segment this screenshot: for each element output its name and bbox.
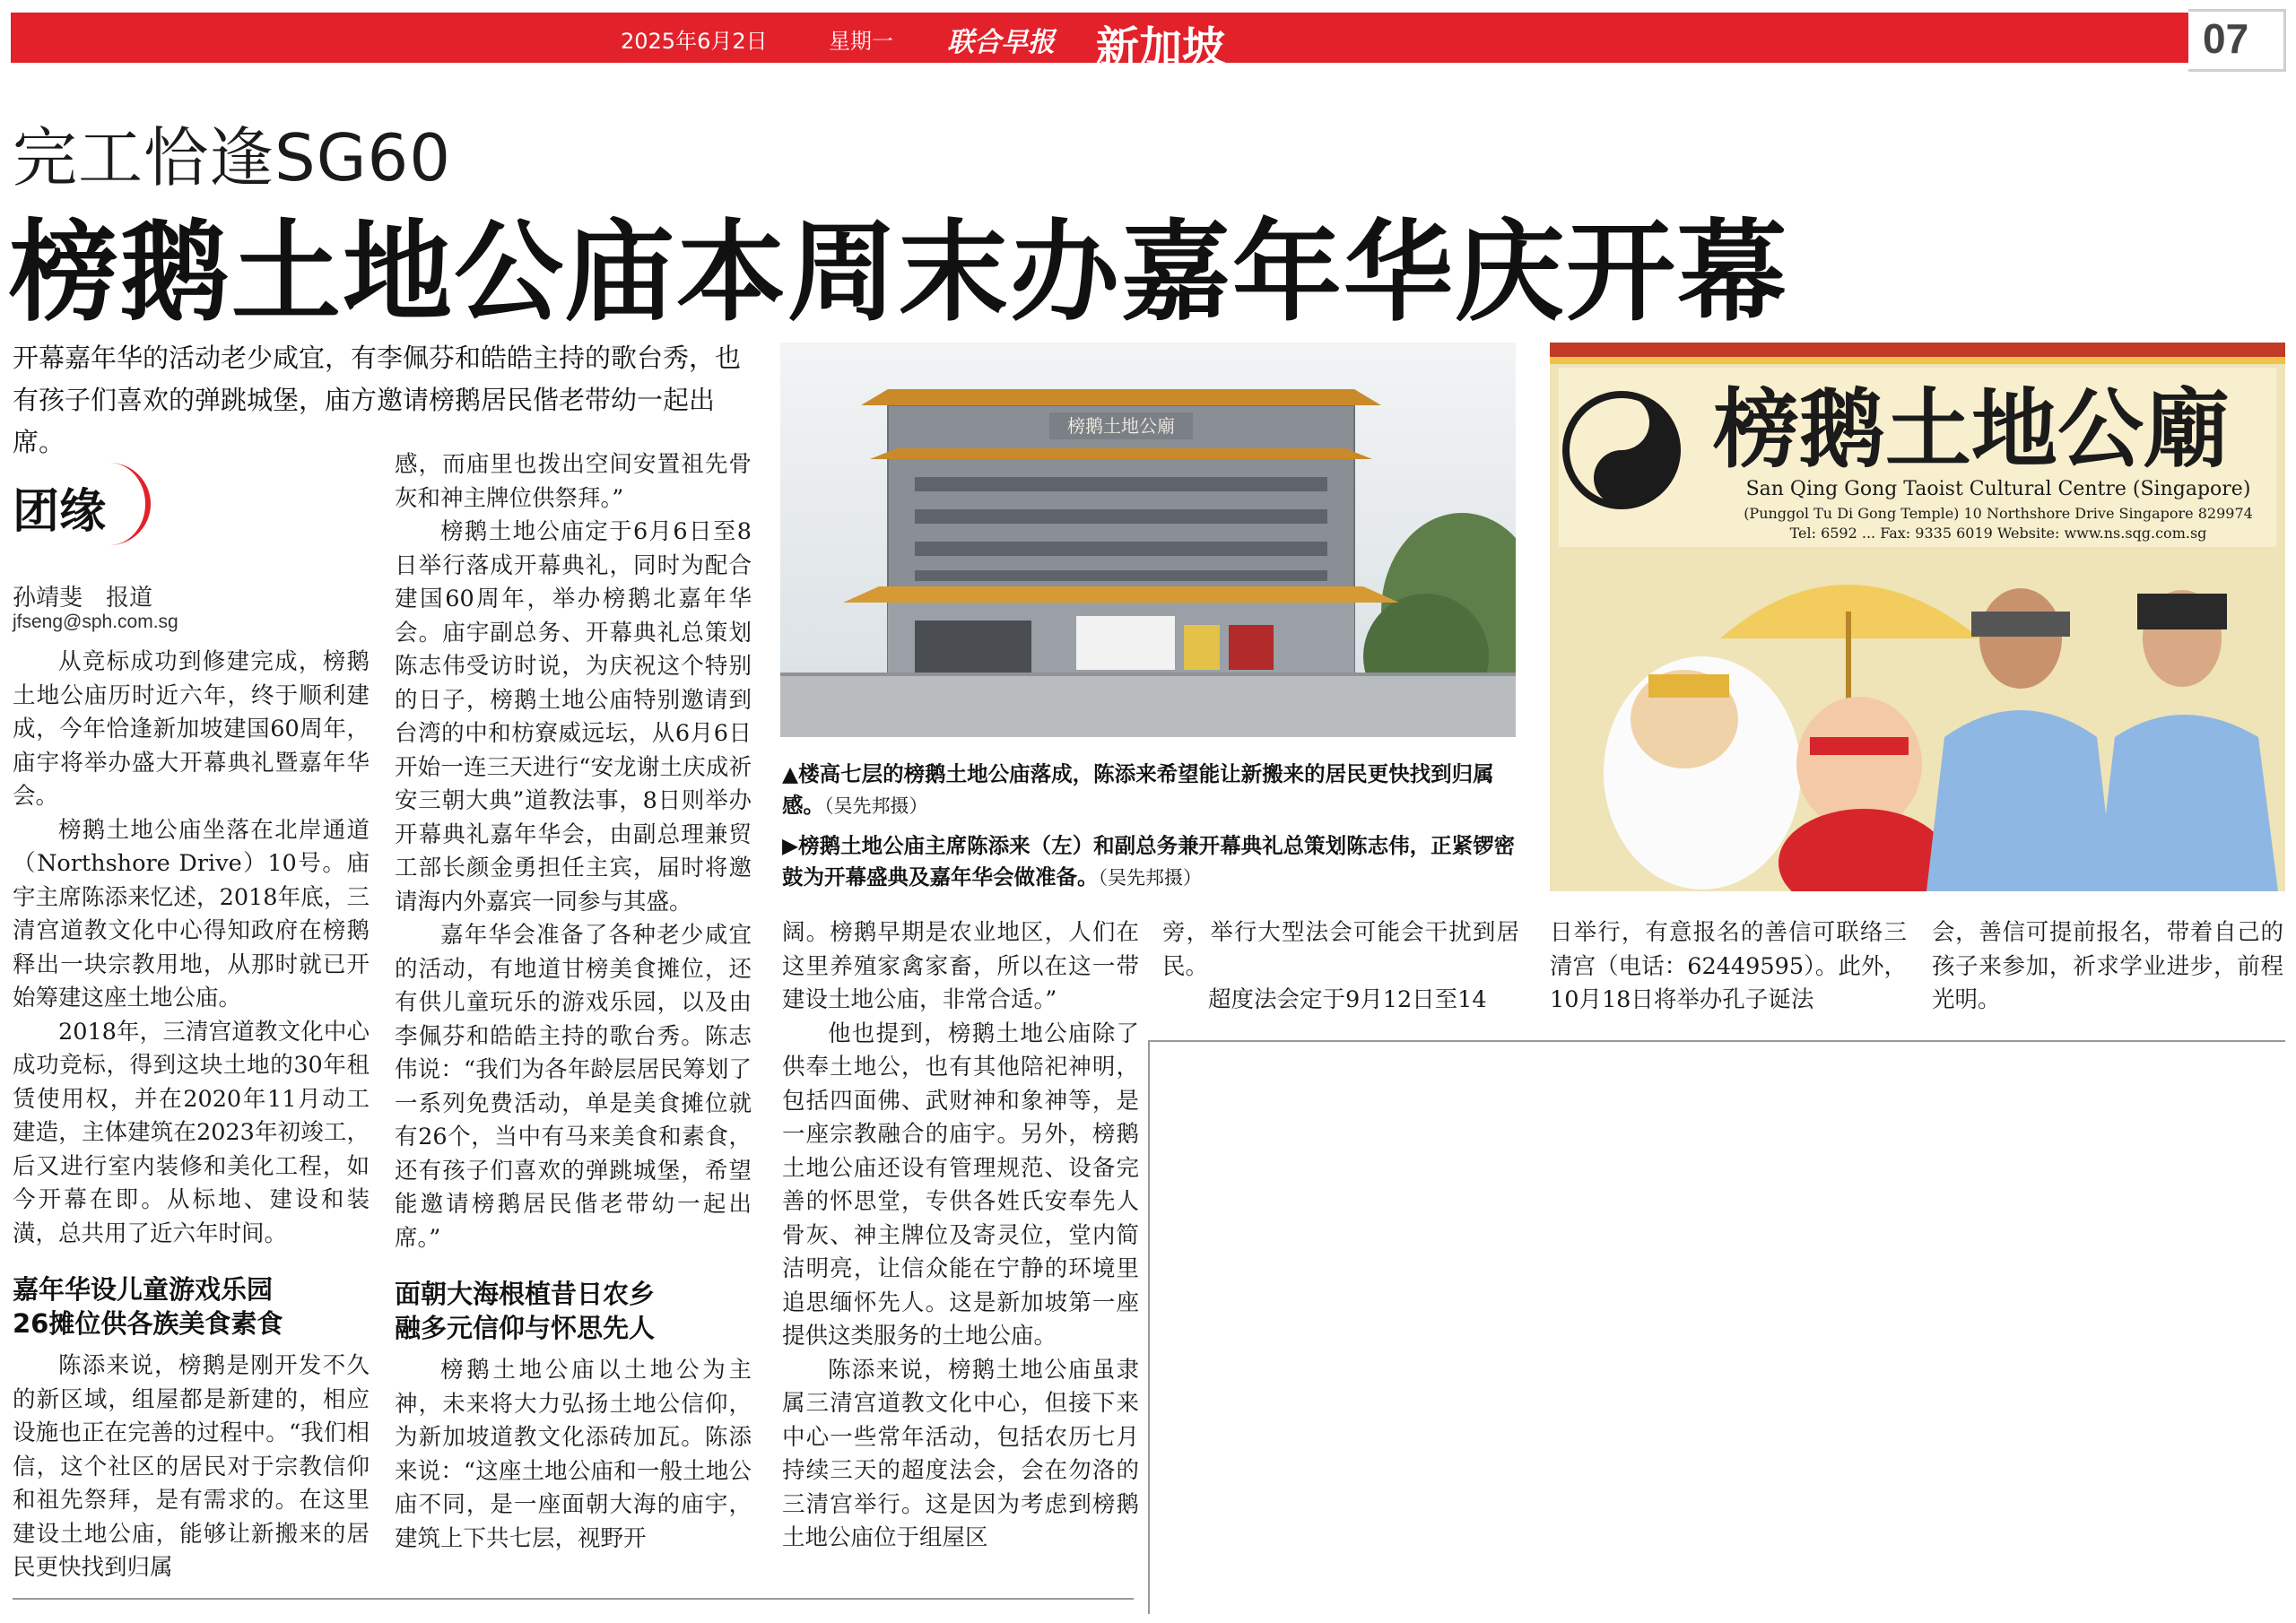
photo-credit: （吴先邦摄） (1098, 867, 1202, 889)
section-name: 新加坡 (1096, 22, 1226, 73)
ad-space-border (1148, 1040, 1150, 1614)
paragraph: 旁，举行大型法会可能会干扰到居民。 (1162, 919, 1519, 980)
column-5 (1550, 916, 1907, 1018)
masthead-bar (11, 13, 2188, 73)
caption-text: ▶榜鹅土地公庙主席陈添来（左）和副总务兼开幕典礼总策划陈志伟，正紧锣密鼓为开幕盛典及嘉年华会做准备。 (782, 833, 1516, 890)
paragraph: 陈添来说，榜鹅土地公庙虽隶属三清宫道教文化中心，但接下来中心一些常年活动，包括农历七月持续三天的超度法会，会在勿洛的三清宫举行。这是因为考虑到榜鹅土地公庙位于组屋区 (782, 1356, 1139, 1551)
paragraph: 榜鹅土地公庙以土地公为主神，未来将大力弘扬土地公信仰，为新加坡道教文化添砖加瓦。陈添来说：“这座土地公庙和一般土地公庙不同，是一座面朝大海的庙宇，建筑上下共七层，视野开 (395, 1357, 752, 1552)
temple-sign-sub1: San Qing Gong Taoist Cultural Centre (Singapore) (1745, 478, 2251, 500)
lead-paragraph: 开幕嘉年华的活动老少咸宜，有李佩芬和皓皓主持的歌台秀，也有孩子们喜欢的弹跳城堡，庙方邀请榜鹅居民偕老带幼一起出席。 (13, 343, 742, 457)
column-2 (395, 448, 752, 1556)
paper-name: 联合早报 (947, 27, 1055, 58)
column-3 (782, 916, 1139, 1556)
paragraph: 陈添来说，榜鹅是刚开发不久的新区域，组屋都是新建的，相应设施也正在完善的过程中。“我们相信，这个社区的居民对于宗教信仰和祖先祭拜，是有需求的。在这里建设土地公庙，能够让新搬来的居民更快找到归属 (13, 1352, 370, 1581)
paragraph: 2018年，三清宫道教文化中心成功竞标，得到这块土地的30年租赁使用权，并在2020年11月动工建造，主体建筑在2023年初竣工，后又进行室内装修和美化工程，如今开幕在即。从标地、建设和装潢，总共用了近六年时间。 (13, 1018, 370, 1247)
paragraph: 从竞标成功到修建完成，榜鹅土地公庙历时近六年，终于顺利建成，今年恰逢新加坡建国60周年，庙宇将举办盛大开幕典礼暨嘉年华会。 (13, 648, 370, 810)
paragraph: 超度法会定于9月12日至14 (1208, 986, 1487, 1013)
paragraph: 阔。榜鹅早期是农业地区，人们在这里养殖家禽家畜，所以在这一带建设土地公庙，非常合适。” (782, 919, 1139, 1013)
section-mark: 团缘 (13, 485, 107, 539)
temple-leaders-photo (1550, 343, 2285, 891)
paragraph: 榜鹅土地公庙坐落在北岸通道（Northshore Drive）10号。庙宇主席陈添来忆述，2018年底，三清宫道教文化中心得知政府在榜鹅释出一块宗教用地，从那时就已开始筹建这座土地公庙。 (13, 816, 370, 1011)
paragraph: 他也提到，榜鹅土地公庙除了供奉土地公，也有其他陪祀神明，包括四面佛、武财神和象神等，是一座宗教融合的庙宇。另外，榜鹅土地公庙还设有管理规范、设备完善的怀思堂，专供各姓氏安奉先人骨灰、神主牌位及寄灵位，堂内简洁明亮，让信众能在宁静的环境里追思缅怀先人。这是新加坡第一座提供这类服务的土地公庙。 (782, 1020, 1139, 1350)
paragraph: 感，而庙里也拨出空间安置祖先骨灰和神主牌位供祭拜。” (395, 451, 752, 512)
temple-building-photo (780, 343, 1516, 737)
subheading: 嘉年华设儿童游戏乐园 26摊位供各族美食素食 (13, 1274, 283, 1339)
paragraph: 日举行，有意报名的善信可联络三清宫（电话：62449595）。此外，10月18日将举办孔子诞法 (1550, 919, 1907, 1013)
column-1 (13, 646, 370, 1585)
photo-caption-2 (782, 830, 1518, 894)
subheading: 面朝大海根植昔日农乡 融多元信仰与怀思先人 (395, 1279, 656, 1343)
caption-text: ▲楼高七层的榜鹅土地公庙落成，陈添来希望能让新搬来的居民更快找到归属感。 (782, 761, 1494, 818)
section-arc (104, 463, 151, 545)
column-4 (1162, 916, 1519, 1018)
byline: 孙靖斐 报道 (13, 585, 153, 612)
temple-sign-sub3: Tel: 6592 ... Fax: 9335 6019 Website: www.ns.sqg.com.sg (1789, 525, 2207, 542)
page-number: 07 (2203, 15, 2249, 62)
headline: 榜鹅土地公庙本周末办嘉年华庆开幕 (9, 209, 1788, 336)
photo-credit: （吴先邦摄） (824, 795, 928, 817)
temple-sign: 榜鹅土地公廟 (1067, 415, 1175, 437)
paragraph: 嘉年华会准备了各种老少咸宜的活动，有地道甘榜美食摊位，还有供儿童玩乐的游戏乐园，以及由李佩芬和皓皓主持的歌台秀。陈志伟说：“我们为各年龄层居民筹划了一系列免费活动，单是美食摊位就有26个，当中有马来美食和素食，还有孩子们喜欢的弹跳城堡，希望能邀请榜鹅居民偕老带幼一起出席。” (395, 922, 752, 1252)
photo-caption-1 (782, 759, 1518, 822)
article-end-rule (1148, 1040, 2285, 1042)
issue-weekday: 星期一 (829, 29, 893, 54)
author-email[interactable]: jfseng@sph.com.sg (13, 612, 178, 632)
paragraph: 会，善信可提前报名，带着自己的孩子来参加，祈求学业进步，前程光明。 (1932, 919, 2283, 1013)
column-6 (1932, 916, 2283, 1018)
temple-sign-sub2: (Punggol Tu Di Gong Temple) 10 Northshore Drive Singapore 829974 (1744, 505, 2253, 522)
temple-sign-text: 榜鹅土地公廟 (1713, 378, 2230, 480)
paragraph: 榜鹅土地公庙定于6月6日至8日举行落成开幕典礼，同时为配合建国60周年，举办榜鹅北嘉年华会。庙宇副总务、开幕典礼总策划陈志伟受访时说，为庆祝这个特别的日子，榜鹅土地公庙特别邀请到台湾的中和枋寮威远坛，从6月6日开始一连三天进行“安龙谢土庆成祈安三朝大典”道教法事，8日则举办开幕典礼嘉年华会，由副总理兼贸工部长颜金勇担任主宾，届时将邀请海内外嘉宾一同参与其盛。 (395, 518, 752, 916)
bottom-rule (13, 1598, 1134, 1600)
kicker: 完工恰逢SG60 (13, 120, 452, 195)
issue-date: 2025年6月2日 (621, 29, 768, 54)
